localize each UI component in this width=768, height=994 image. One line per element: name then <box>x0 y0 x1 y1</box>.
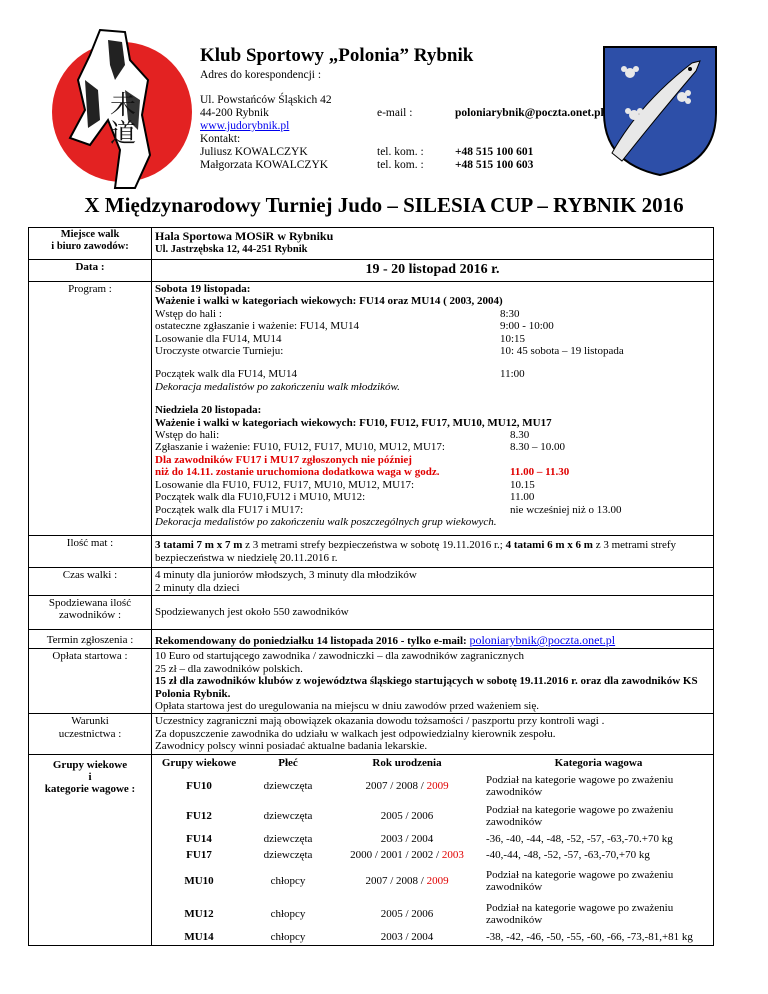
year-cell <box>330 899 484 929</box>
sun-row <box>155 491 710 503</box>
club-logo <box>30 20 200 190</box>
venue-address: Ul. Jastrzębska 12, 44-251 Rybnik <box>155 244 308 255</box>
date-label: Data : <box>29 260 152 282</box>
table-row <box>152 899 713 929</box>
expected-value: Spodziewanych jest około 550 zawodników <box>152 595 714 629</box>
sat-row-text: Losowanie dla FU14, MU14 <box>155 332 282 345</box>
col-header: Kategoria wagowa <box>554 756 643 769</box>
sunday-decoration: Dekoracja medalistów po zakończeniu walk poszczególnych grup wiekowych. <box>155 515 497 528</box>
conditions-line: Uczestnicy zagraniczni mają obowiązek okazania dowodu tożsamości / paszportu przy kontroli wagi . <box>155 715 605 728</box>
sun-row <box>155 479 710 491</box>
venue-cell <box>152 228 714 260</box>
year-cell <box>330 863 484 899</box>
mats-sunday: 4 tatami 6 m x 6 m <box>505 539 593 552</box>
time-cell <box>152 568 714 596</box>
category-cell: Podział na kategorie wagowe po zważeniu zawodników <box>486 803 674 828</box>
sat-start-text: Początek walk dla FU14, MU14 <box>155 368 298 381</box>
email-value[interactable]: poloniarybnik@poczta.onet.pl <box>455 107 604 119</box>
year-cell <box>330 801 484 831</box>
group-cell: FU17 <box>186 848 212 861</box>
phone-2: +48 515 100 603 <box>455 159 534 171</box>
fee-label: Opłata startowa : <box>29 649 152 714</box>
fee-line: 10 Euro od startującego zawodnika / zawodniczki – dla zawodników zagranicznych <box>155 650 524 663</box>
sunday-subtitle: Ważenie i walki w kategoriach wiekowych: FU10, FU12, FU17, MU10, MU12, MU17 <box>155 416 552 429</box>
mats-cell <box>152 536 714 568</box>
weight-table <box>152 755 713 945</box>
sun-row <box>155 504 710 516</box>
group-cell: FU14 <box>186 832 212 845</box>
year-text: 2007 / 2008 / <box>365 874 427 887</box>
time-line-2: 2 minuty dla dzieci <box>155 581 240 594</box>
sun-row <box>155 441 710 453</box>
group-cell: MU14 <box>184 930 214 943</box>
saturday-decoration: Dekoracja medalistów po zakończeniu walk młodzików. <box>155 380 400 393</box>
sat-row-text: Uroczyste otwarcie Turnieju: <box>155 345 284 358</box>
table-row <box>152 831 713 847</box>
mats-label: Ilość mat : <box>29 536 152 568</box>
saturday-title: Sobota 19 listopada: <box>155 283 251 295</box>
sat-row-time: 10:15 <box>500 332 526 345</box>
conditions-label <box>29 714 152 754</box>
sun-row-text: Początek walk dla FU17 i MU17: <box>155 503 304 516</box>
year-red: 2003 <box>441 848 464 861</box>
sex-cell: dziewczęta <box>263 779 313 792</box>
sunday-notice: Dla zawodników FU17 i MU17 zgłoszonych nie później <box>155 453 412 466</box>
year-text: 2003 / 2004 <box>380 832 434 845</box>
sat-row-text: ostateczne zgłaszanie i ważenie: FU14, MU14 <box>155 320 360 333</box>
category-cell: Podział na kategorie wagowe po zważeniu zawodników <box>486 773 674 798</box>
date-value: 19 - 20 listopad 2016 r. <box>152 260 714 282</box>
year-cell <box>330 847 484 863</box>
sun-row-text: Początek walk dla FU10,FU12 i MU10, MU12: <box>155 491 366 504</box>
contact-person-1: Juliusz KOWALCZYK <box>200 146 308 158</box>
sex-cell: chłopcy <box>270 907 306 920</box>
saturday-subtitle: Ważenie i walki w kategoriach wiekowych: FU14 oraz MU14 ( 2003, 2004) <box>155 295 503 308</box>
sat-start-time: 11:00 <box>500 368 525 381</box>
fee-line: Opłata startowa jest do uregulowania na miejscu w dniu zawodów przed ważeniem się. <box>155 699 539 712</box>
sun-row <box>155 429 710 441</box>
city: 44-200 Rybnik <box>200 107 269 119</box>
sunday-title: Niedziela 20 listopada: <box>155 404 262 417</box>
street: Ul. Powstańców Śląskich 42 <box>200 94 332 106</box>
year-text: 2000 / 2001 / 2002 / <box>350 848 442 861</box>
conditions-label-line1: Warunki <box>71 715 109 728</box>
deadline-text: Rekomendowany do poniedziałku 14 listopada 2016 - tylko e-mail: <box>155 634 470 647</box>
conditions-line: Za dopuszczenie zawodnika do udziału w walkach jest odpowiedzialny kierownik zespołu. <box>155 727 556 740</box>
col-header: Płeć <box>278 756 298 769</box>
sex-cell: dziewczęta <box>263 809 313 822</box>
category-cell: -40,-44, -48, -52, -57, -63,-70,+70 kg <box>486 848 650 861</box>
venue-name: Hala Sportowa MOSiR w Rybniku <box>155 229 334 243</box>
table-row <box>152 863 713 899</box>
category-cell: Podział na kategorie wagowe po zważeniu zawodników <box>486 868 674 893</box>
venue-label <box>29 228 152 260</box>
sat-row-text: Wstęp do hali : <box>155 307 222 320</box>
fee-line: 15 zł dla zawodników klubów z województwa śląskiego startujących w sobotę 19.11.2016 r. oraz dla zawodników KS Polonia Rybnik. <box>155 675 698 700</box>
year-cell <box>330 771 484 801</box>
col-header: Rok urodzenia <box>372 756 442 769</box>
phone-label-1: tel. kom. : <box>377 146 424 158</box>
category-cell: -38, -42, -46, -50, -55, -60, -66, -73,-81,+81 kg <box>486 930 693 943</box>
sunday-notice-row <box>155 466 710 478</box>
groups-label-line2: i <box>88 771 92 783</box>
groups-label <box>29 754 152 945</box>
sun-row-time: 10.15 <box>510 478 535 491</box>
contact-person-2: Małgorzata KOWALCZYK <box>200 159 329 171</box>
conditions-cell <box>152 714 714 754</box>
year-text: 2007 / 2008 / <box>365 779 427 792</box>
sat-row-time: 9:00 - 10:00 <box>500 320 554 333</box>
groups-label-line3: kategorie wagowe : <box>44 783 136 796</box>
category-cell: Podział na kategorie wagowe po zważeniu zawodników <box>486 901 674 926</box>
mats-sunday-text: z 3 metrami strefy bezpieczeństwa w niedzielę 20.11.2016 r. <box>155 539 677 564</box>
conditions-label-line2: uczestnictwa : <box>58 727 122 740</box>
sex-cell: dziewczęta <box>263 848 313 861</box>
program-cell <box>152 282 714 536</box>
table-row <box>152 847 713 863</box>
sex-cell: chłopcy <box>270 930 306 943</box>
deadline-email-link[interactable]: poloniarybnik@poczta.onet.pl <box>469 632 616 647</box>
sat-row <box>155 333 710 345</box>
year-text: 2005 / 2006 <box>380 809 434 822</box>
year-red: 2009 <box>426 779 449 792</box>
sun-row-text: Zgłaszanie i ważenie: FU10, FU12, FU17, MU10, MU12, MU17: <box>155 441 445 454</box>
table-row <box>152 801 713 831</box>
email-label: e-mail : <box>377 107 413 119</box>
category-cell: -36, -40, -44, -48, -52, -57, -63,-70.+70 kg <box>486 832 673 845</box>
col-header: Grupy wiekowe <box>161 756 237 769</box>
year-text: 2005 / 2006 <box>380 907 434 920</box>
deadline-label: Termin zgłoszenia : <box>29 629 152 648</box>
group-cell: MU12 <box>184 907 214 920</box>
venue-label-line1: Miejsce walk <box>60 229 120 240</box>
sun-row-text: Wstęp do hali: <box>155 429 220 442</box>
sun-row-time: 8.30 <box>510 429 530 442</box>
sunday-notice-time: 11.00 – 11.30 <box>510 466 570 479</box>
sun-row-time: 11.00 <box>510 491 535 504</box>
logo-kanji: 未道 <box>110 91 137 149</box>
year-cell <box>330 831 484 847</box>
conditions-line: Zawodnicy polscy winni posiadać aktualne badania lekarskie. <box>155 740 428 753</box>
group-cell: FU10 <box>186 779 212 792</box>
sat-start-row <box>155 368 710 380</box>
groups-label-line1: Grupy wiekowe <box>52 758 128 771</box>
deadline-cell <box>152 629 714 648</box>
expected-label-line2: zawodników : <box>58 609 121 622</box>
sat-row-time: 10: 45 sobota – 19 listopada <box>500 345 624 358</box>
website-link[interactable]: www.judorybnik.pl <box>200 120 290 132</box>
page-title: X Międzynarodowy Turniej Judo – SILESIA CUP – RYBNIK 2016 <box>84 193 684 217</box>
table-row <box>152 771 713 801</box>
expected-label <box>29 595 152 629</box>
sat-row-time: 8:30 <box>500 307 520 320</box>
contact-label: Kontakt: <box>200 133 241 145</box>
groups-cell <box>152 754 714 945</box>
mats-saturday: 3 tatami 7 m x 7 m <box>155 539 243 552</box>
info-table <box>28 227 714 946</box>
sun-row-text: Losowanie dla FU10, FU12, FU17, MU10, MU12, MU17: <box>155 478 415 491</box>
sex-cell: chłopcy <box>270 874 306 887</box>
fee-line: 25 zł – dla zawodników polskich. <box>155 662 303 675</box>
expected-label-line1: Spodziewana ilość <box>48 596 132 609</box>
phone-label-2: tel. kom. : <box>377 159 424 171</box>
group-cell: MU10 <box>184 874 214 887</box>
sun-row-time: nie wcześniej niż o 13.00 <box>510 503 622 516</box>
sunday-notice-text: niż do 14.11. zostanie uruchomiona dodatkowa waga w godz. <box>155 466 440 479</box>
phone-1: +48 515 100 601 <box>455 146 534 158</box>
time-line-1: 4 minuty dla juniorów młodszych, 3 minuty dla młodzików <box>155 569 417 582</box>
year-text: 2003 / 2004 <box>380 930 434 943</box>
coat-of-arms <box>600 43 720 178</box>
time-label: Czas walki : <box>29 568 152 596</box>
sat-row <box>155 345 710 357</box>
table-row <box>152 929 713 945</box>
sat-row <box>155 320 710 332</box>
venue-label-line2: i biuro zawodów: <box>51 241 129 253</box>
year-cell <box>330 929 484 945</box>
sun-row-time: 8.30 – 10.00 <box>510 441 565 454</box>
sex-cell: dziewczęta <box>263 832 313 845</box>
club-name: Klub Sportowy „Polonia” Rybnik <box>200 45 474 66</box>
year-red: 2009 <box>426 874 449 887</box>
program-label: Program : <box>29 282 152 536</box>
fee-cell <box>152 649 714 714</box>
sat-row <box>155 308 710 320</box>
mats-saturday-text: z 3 metrami strefy bezpieczeństwa w sobotę 19.11.2016 r.; <box>242 539 506 552</box>
address-label: Adres do korespondencji : <box>200 69 322 81</box>
group-cell: FU12 <box>186 809 212 822</box>
